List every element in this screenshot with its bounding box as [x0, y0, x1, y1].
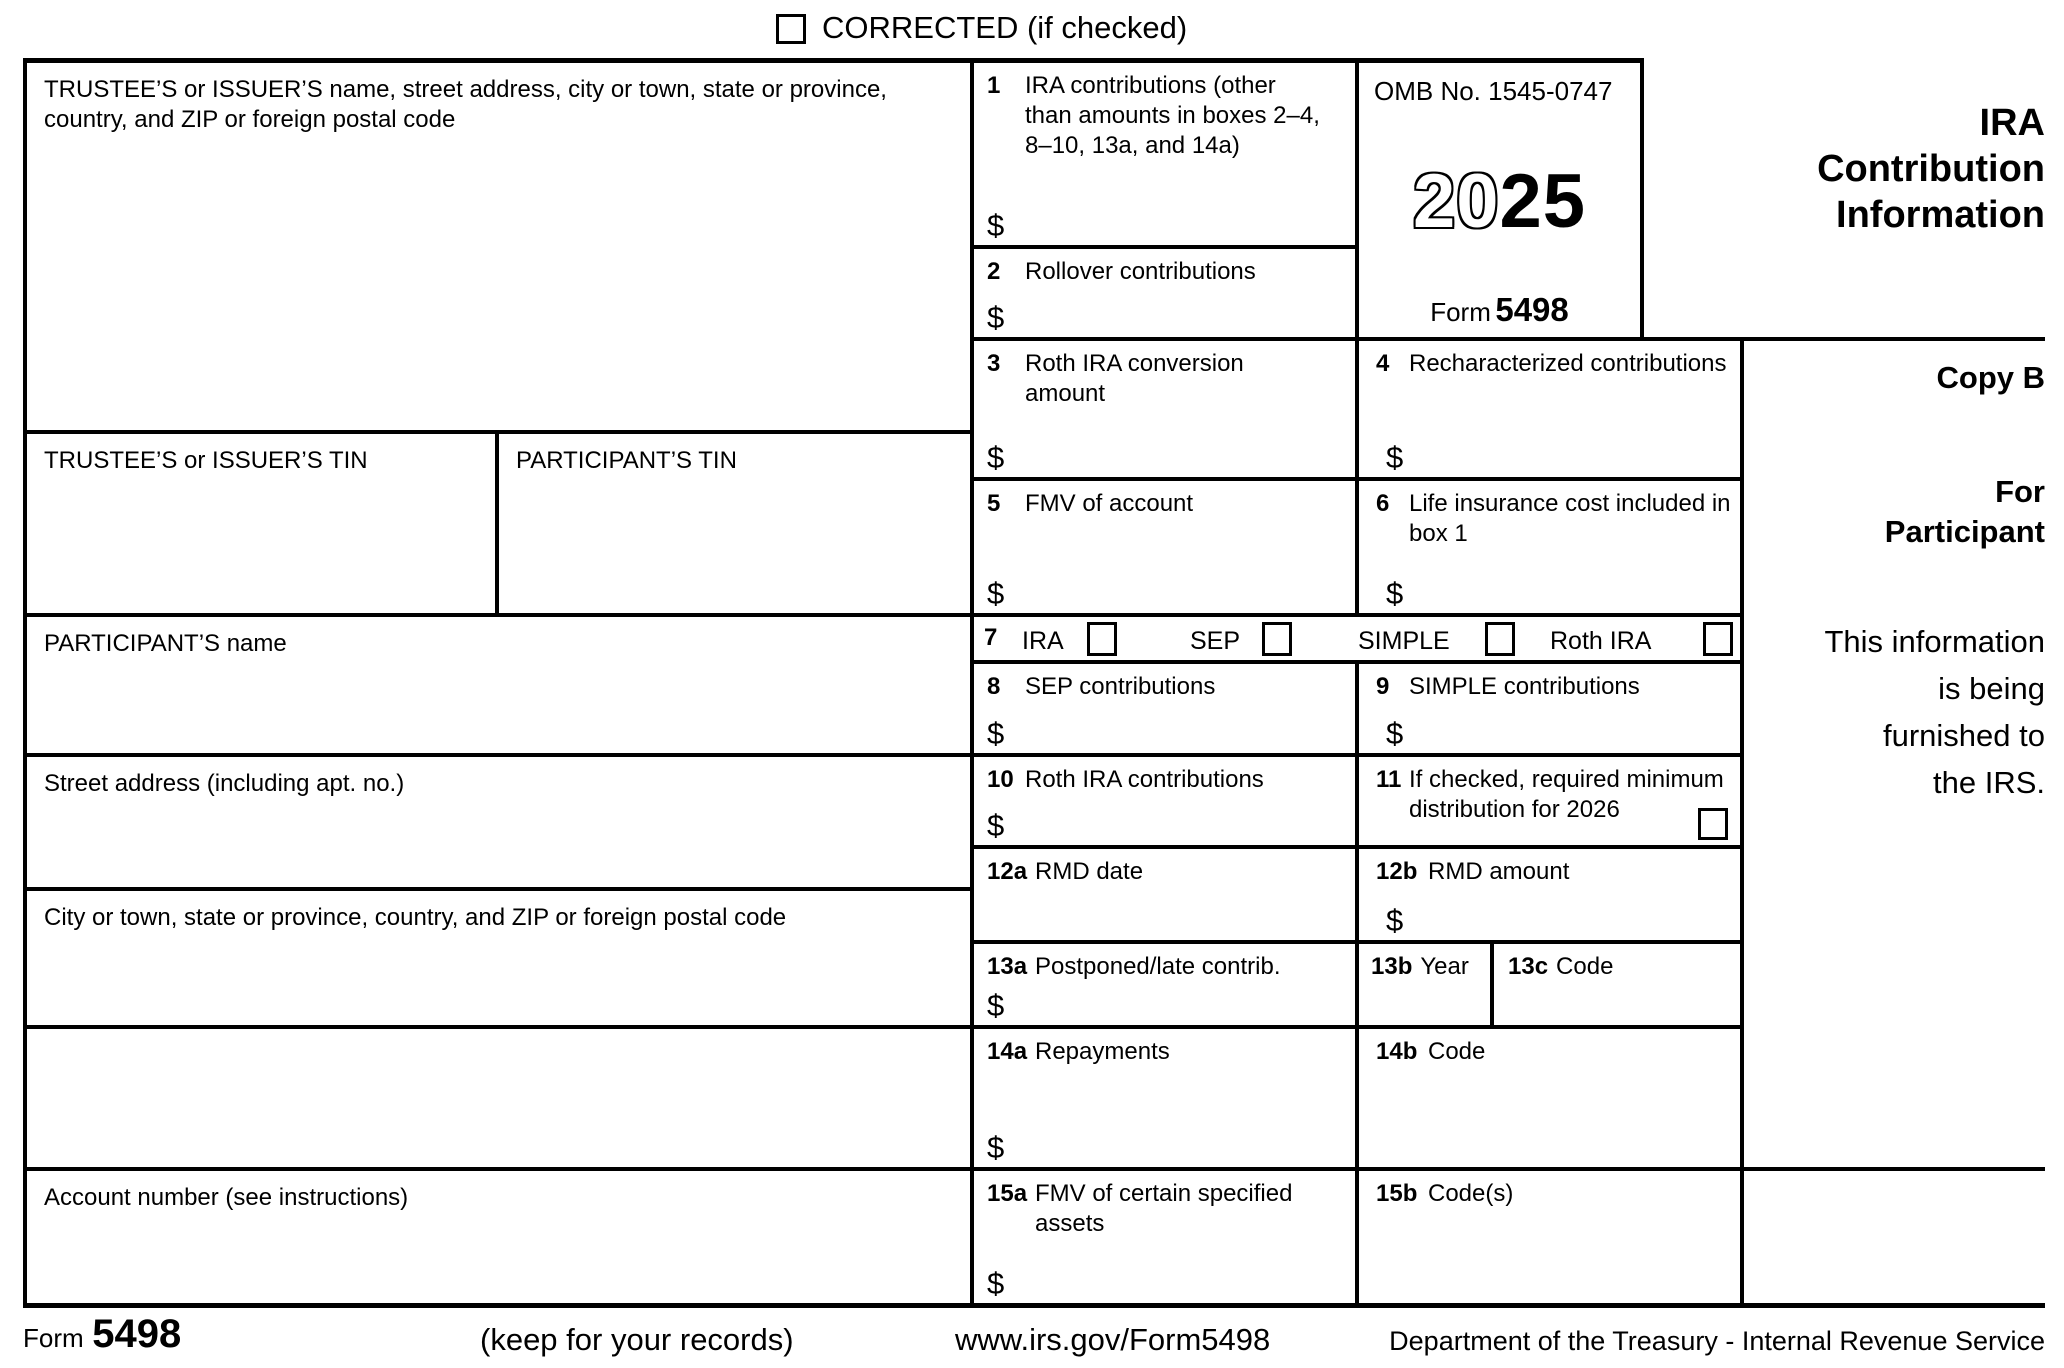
box1-label: IRA contributions (other than amounts in boxes 2–4, 8–10, 13a, and 14a) — [1025, 72, 1320, 159]
box2-dollar-sign: $ — [987, 300, 1005, 335]
box2-number: 2 — [987, 258, 1001, 285]
tax-year: 2025 — [1412, 159, 1587, 244]
box5-fmv-of-account[interactable] — [970, 481, 1355, 613]
omb-year-box — [1359, 63, 1640, 337]
box5-label: FMV of account — [1025, 490, 1194, 517]
footer-irs-url[interactable]: www.irs.gov/Form5498 — [955, 1322, 1271, 1357]
box11-checkbox[interactable] — [1698, 808, 1728, 840]
footer-keep-note: (keep for your records) — [480, 1322, 794, 1357]
box13c-number: 13c — [1508, 953, 1549, 980]
box6-number: 6 — [1376, 490, 1390, 517]
box10-dollar-sign: $ — [987, 808, 1005, 843]
trustee-info-cell[interactable] — [27, 63, 970, 430]
box11-rmd-required — [1359, 757, 1740, 845]
box10-label: Roth IRA contributions — [1025, 766, 1264, 793]
grid-line — [1640, 58, 1644, 341]
box15a-label: FMV of certain specified assets — [1035, 1180, 1293, 1237]
participant-name-cell[interactable] — [27, 617, 970, 753]
box15b-label: Code(s) — [1428, 1180, 1514, 1207]
box10-number: 10 — [987, 766, 1014, 793]
box7-option-simple-label: SIMPLE — [1358, 627, 1450, 655]
box8-sep-contributions[interactable] — [970, 664, 1355, 753]
box13a-number: 13a — [987, 953, 1028, 980]
box7-option-ira-label: IRA — [1022, 627, 1064, 655]
box3-label: Roth IRA conversion amount — [1025, 350, 1244, 407]
box3-number: 3 — [987, 350, 1001, 377]
box3-dollar-sign: $ — [987, 440, 1005, 475]
box13b-number: 13b — [1371, 953, 1413, 980]
box14a-label: Repayments — [1035, 1038, 1170, 1065]
box4-recharacterized[interactable] — [1359, 341, 1740, 477]
for-participant-label: For Participant — [1884, 474, 2045, 549]
box9-label: SIMPLE contributions — [1409, 673, 1640, 700]
box8-dollar-sign: $ — [987, 716, 1005, 751]
box7-option-rothira-label: Roth IRA — [1550, 627, 1652, 655]
furnished-to-irs-text: This information is being furnished to the IRS. — [1824, 624, 2045, 800]
participant-tin-cell[interactable] — [499, 434, 970, 613]
box7-ira-type — [970, 617, 1740, 660]
box12a-label: RMD date — [1035, 858, 1144, 885]
box9-number: 9 — [1376, 673, 1390, 700]
corrected-label: CORRECTED (if checked) — [822, 10, 1188, 45]
box1-dollar-sign: $ — [987, 208, 1005, 243]
box12a-number: 12a — [987, 858, 1028, 885]
box2-rollover-contributions[interactable] — [970, 249, 1355, 337]
footer-form-number: Form 5498 — [23, 1312, 182, 1356]
box2-label: Rollover contributions — [1025, 258, 1256, 285]
box6-label: Life insurance cost included in box 1 — [1409, 490, 1731, 547]
box15a-number: 15a — [987, 1180, 1028, 1207]
box15b-number: 15b — [1376, 1180, 1418, 1207]
footer-department: Department of the Treasury - Internal Revenue Service — [1389, 1326, 2045, 1356]
box15b-codes[interactable] — [1359, 1171, 1740, 1303]
form-number-line: Form 5498 — [1430, 291, 1569, 328]
box8-number: 8 — [987, 673, 1001, 700]
street-address-cell[interactable] — [27, 757, 970, 887]
participant-tin-label: PARTICIPANT’S TIN — [516, 447, 737, 474]
box6-dollar-sign: $ — [1386, 576, 1404, 611]
box15a-dollar-sign: $ — [987, 1266, 1005, 1301]
box11-label: If checked, required minimum distribution for 2026 — [1409, 766, 1724, 823]
trustee-info-label: TRUSTEE’S or ISSUER’S name, street address, city or town, state or province, country, and ZIP or foreign postal code — [44, 76, 887, 133]
box11-number: 11 — [1376, 766, 1402, 793]
box7-number: 7 — [984, 624, 998, 651]
box14a-dollar-sign: $ — [987, 1130, 1005, 1165]
box12b-dollar-sign: $ — [1386, 903, 1404, 938]
box13b-year[interactable] — [1359, 944, 1490, 1025]
box10-roth-ira-contributions[interactable] — [970, 757, 1355, 845]
box13a-dollar-sign: $ — [987, 988, 1005, 1023]
box13c-label: Code — [1556, 953, 1614, 980]
box1-ira-contributions[interactable] — [970, 63, 1355, 245]
box4-number: 4 — [1376, 350, 1390, 377]
box3-roth-conversion[interactable] — [970, 341, 1355, 477]
grid-line — [1740, 337, 1744, 1307]
box9-simple-contributions[interactable] — [1359, 664, 1740, 753]
street-address-label: Street address (including apt. no.) — [44, 770, 405, 797]
box4-dollar-sign: $ — [1386, 440, 1404, 475]
box1-number: 1 — [987, 72, 1001, 99]
box4-label: Recharacterized contributions — [1409, 350, 1727, 377]
box8-label: SEP contributions — [1025, 673, 1216, 700]
box7-sep-checkbox[interactable] — [1262, 622, 1292, 656]
city-state-zip-label: City or town, state or province, country, and ZIP or foreign postal code — [44, 904, 787, 931]
box7-ira-checkbox[interactable] — [1087, 622, 1117, 656]
participant-name-label: PARTICIPANT’S name — [44, 630, 287, 657]
box12b-number: 12b — [1376, 858, 1418, 885]
box9-dollar-sign: $ — [1386, 716, 1404, 751]
box15a-fmv-specified-assets[interactable] — [970, 1171, 1355, 1303]
box13a-postponed-contrib[interactable] — [970, 944, 1355, 1025]
box7-option-sep-label: SEP — [1190, 627, 1241, 655]
account-number-label: Account number (see instructions) — [44, 1184, 409, 1211]
trustee-tin-cell[interactable] — [27, 434, 495, 613]
box7-simple-checkbox[interactable] — [1485, 622, 1515, 656]
blank-cell — [27, 1029, 970, 1167]
box5-number: 5 — [987, 490, 1001, 517]
box13a-label: Postponed/late contrib. — [1035, 953, 1281, 980]
box14b-label: Code — [1428, 1038, 1486, 1065]
form-title: IRA Contribution Information — [1817, 102, 2045, 236]
box14b-code[interactable] — [1359, 1029, 1740, 1167]
box12b-rmd-amount[interactable] — [1359, 849, 1740, 940]
box13c-code[interactable] — [1494, 944, 1740, 1025]
box14a-repayments[interactable] — [970, 1029, 1355, 1167]
corrected-checkbox[interactable] — [776, 14, 806, 44]
box12a-rmd-date[interactable] — [970, 849, 1355, 940]
box13b-label: Year — [1420, 953, 1469, 980]
city-state-zip-cell[interactable] — [27, 891, 970, 1025]
omb-number: OMB No. 1545-0747 — [1374, 76, 1613, 106]
box14b-number: 14b — [1376, 1038, 1418, 1065]
trustee-tin-label: TRUSTEE’S or ISSUER’S TIN — [44, 447, 368, 474]
box7-rothira-checkbox[interactable] — [1703, 622, 1733, 656]
box5-dollar-sign: $ — [987, 576, 1005, 611]
account-number-cell[interactable] — [27, 1171, 970, 1303]
box6-life-insurance-cost[interactable] — [1359, 481, 1740, 613]
copy-b-label: Copy B — [1936, 360, 2045, 395]
box14a-number: 14a — [987, 1038, 1028, 1065]
box12b-label: RMD amount — [1428, 858, 1570, 885]
